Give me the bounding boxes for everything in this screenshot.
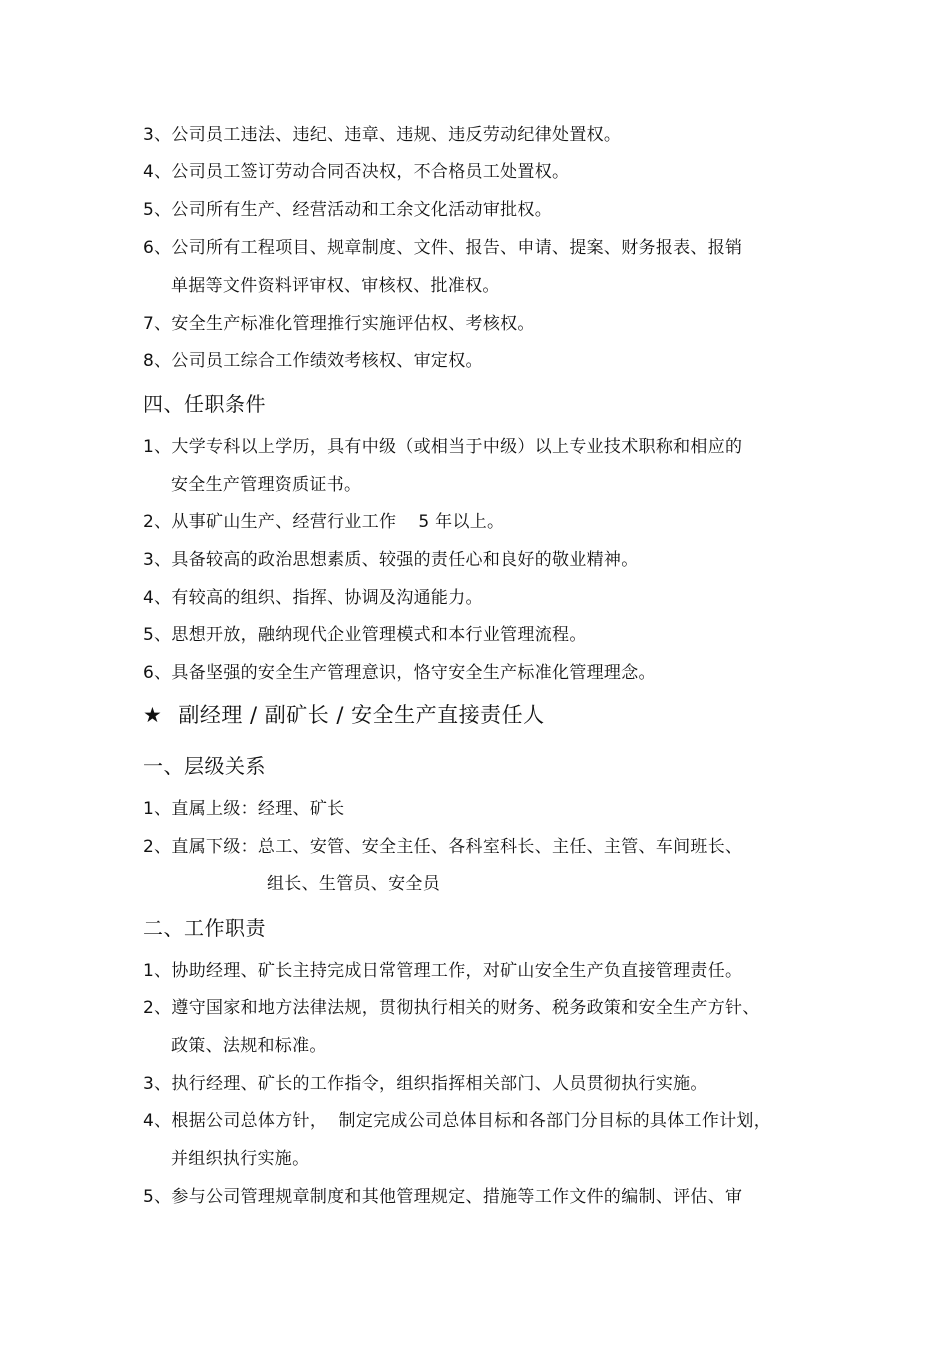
- hierarchy-item-1: 1、直属上级：经理、矿长: [143, 799, 345, 819]
- section-heading-qualifications: 四、任职条件: [143, 392, 266, 416]
- authority-item-3: 3、公司员工违法、违纪、违章、违规、违反劳动纪律处置权。: [143, 125, 622, 145]
- qualification-item-1: 1、大学专科以上学历，具有中级（或相当于中级）以上专业技术职称和相应的: [143, 437, 743, 457]
- authority-item-8: 8、公司员工综合工作绩效考核权、审定权。: [143, 351, 483, 371]
- qualification-item-5: 5、思想开放，融纳现代企业管理模式和本行业管理流程。: [143, 625, 587, 645]
- authority-item-6-continued: 单据等文件资料评审权、审核权、批准权。: [171, 276, 500, 296]
- duty-item-3: 3、执行经理、矿长的工作指令，组织指挥相关部门、人员贯彻执行实施。: [143, 1074, 708, 1094]
- qualification-item-2-text: 2、从事矿山生产、经营行业工作: [143, 512, 397, 532]
- duty-item-5: 5、参与公司管理规章制度和其他管理规定、措施等工作文件的编制、评估、审: [143, 1187, 743, 1207]
- hierarchy-item-2-continued: 组长、生管员、安全员: [267, 874, 440, 894]
- authority-item-6: 6、公司所有工程项目、规章制度、文件、报告、申请、提案、财务报表、报销: [143, 238, 743, 258]
- qualification-item-2-years: 5 年以上。: [418, 512, 505, 532]
- duty-item-2: 2、遵守国家和地方法律法规，贯彻执行相关的财务、税务政策和安全生产方针、: [143, 998, 760, 1018]
- duty-item-4: 4、根据公司总体方针， 制定完成公司总体目标和各部门分目标的具体工作计划，: [143, 1111, 772, 1131]
- hierarchy-item-2: 2、直属下级：总工、安管、安全主任、各科室科长、主任、主管、车间班长、: [143, 837, 743, 857]
- role-title-text: 副经理 / 副矿长 / 安全生产直接责任人: [178, 703, 545, 727]
- qualification-item-1-continued: 安全生产管理资质证书。: [171, 475, 362, 495]
- star-icon: ★: [143, 703, 163, 727]
- qualification-item-3: 3、具备较高的政治思想素质、较强的责任心和良好的敬业精神。: [143, 550, 639, 570]
- authority-item-4: 4、公司员工签订劳动合同否决权，不合格员工处置权。: [143, 162, 570, 182]
- section-heading-hierarchy: 一、层级关系: [143, 754, 266, 778]
- role-title: [143, 701, 545, 729]
- section-heading-duties: 二、工作职责: [143, 916, 266, 940]
- qualification-item-2: [143, 511, 504, 533]
- duty-item-4-continued: 并组织执行实施。: [171, 1149, 310, 1169]
- duty-item-2-continued: 政策、法规和标准。: [171, 1036, 327, 1056]
- authority-item-5: 5、公司所有生产、经营活动和工余文化活动审批权。: [143, 200, 553, 220]
- qualification-item-4: 4、有较高的组织、指挥、协调及沟通能力。: [143, 588, 483, 608]
- qualification-item-6: 6、具备坚强的安全生产管理意识，恪守安全生产标准化管理理念。: [143, 663, 656, 683]
- duty-item-1: 1、协助经理、矿长主持完成日常管理工作，对矿山安全生产负直接管理责任。: [143, 961, 743, 981]
- authority-item-7: 7、安全生产标准化管理推行实施评估权、考核权。: [143, 314, 535, 334]
